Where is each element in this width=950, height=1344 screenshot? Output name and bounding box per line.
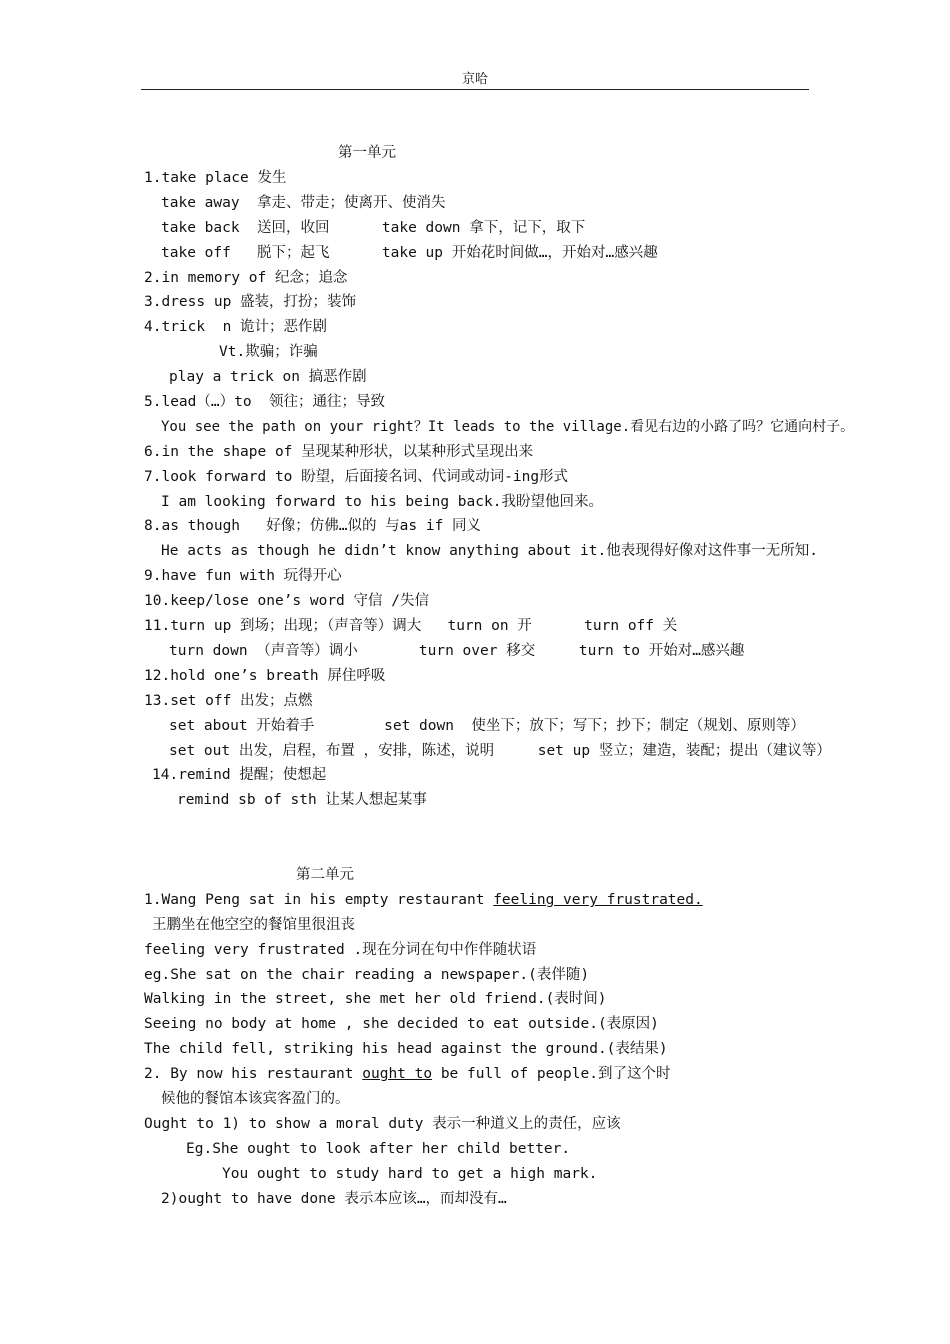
unit1-line: Vt.欺骗；诈骗 bbox=[219, 344, 318, 360]
unit2-line bbox=[144, 1064, 670, 1084]
unit1-line: You see the path on your right？It leads to the village.看见右边的小路了吗？它通向村子。 bbox=[161, 419, 855, 435]
page-header: 京哈 bbox=[141, 70, 809, 90]
unit1-line: play a trick on 搞恶作剧 bbox=[169, 369, 367, 385]
unit1-line: 7.look forward to 盼望，后面接名词、代词或动词-ing形式 bbox=[144, 469, 569, 485]
unit1-line: 9.have fun with 玩得开心 bbox=[144, 568, 342, 584]
unit1-line: 6.in the shape of 呈现某种形状，以某种形式呈现出来 bbox=[144, 444, 534, 460]
unit2-line: eg.She sat on the chair reading a newspaper.(表伴随) bbox=[144, 967, 590, 983]
unit1-line: 12.hold one’s breath 屏住呼吸 bbox=[144, 668, 386, 684]
unit2-line: feeling very frustrated .现在分词在句中作伴随状语 bbox=[144, 942, 537, 958]
unit1-line: set out 出发，启程，布置 ，安排，陈述，说明 set up 竖立；建造，装配；提出（建议等） bbox=[169, 743, 831, 759]
unit2-line bbox=[144, 890, 703, 910]
unit2-line: Walking in the street, she met her old friend.(表时间) bbox=[144, 991, 607, 1007]
unit1-line: 8.as though 好像；仿佛…似的 与as if 同义 bbox=[144, 518, 482, 534]
unit1-line: set about 开始着手 set down 使坐下；放下；写下；抄下；制定（规划、原则等） bbox=[169, 718, 805, 734]
unit1-line: 5.lead（…）to 领往；通往；导致 bbox=[144, 394, 386, 410]
unit2-line1-text: 1.Wang Peng sat in his empty restaurant bbox=[144, 892, 494, 908]
unit1-line: 11.turn up 到场；出现；（声音等）调大 turn on 开 turn off 关 bbox=[144, 618, 678, 634]
unit1-line: 4.trick n 诡计；恶作剧 bbox=[144, 319, 328, 335]
unit1-line: 10.keep/lose one’s word 守信 /失信 bbox=[144, 593, 429, 609]
unit1-line: remind sb of sth 让某人想起某事 bbox=[177, 792, 427, 808]
unit1-title: 第一单元 bbox=[338, 145, 396, 161]
unit2-line2-underlined: ought to bbox=[362, 1066, 433, 1082]
unit2-line2-text-end: be full of people.到了这个时 bbox=[432, 1066, 671, 1082]
unit2-line: Seeing no body at home , she decided to eat outside.(表原因) bbox=[144, 1016, 659, 1032]
unit1-line: 1.take place 发生 bbox=[144, 170, 287, 186]
unit1-line: take off 脱下；起飞 take up 开始花时间做…，开始对…感兴趣 bbox=[161, 245, 658, 261]
unit2-line1-underlined: feeling very frustrated. bbox=[493, 892, 703, 908]
unit1-line: turn down （声音等）调小 turn over 移交 turn to 开始对…感兴趣 bbox=[169, 643, 745, 659]
unit2-title: 第二单元 bbox=[296, 867, 354, 883]
unit2-line: 王鹏坐在他空空的餐馆里很沮丧 bbox=[152, 917, 355, 933]
unit2-line: 2)ought to have done 表示本应该…，而却没有… bbox=[161, 1191, 507, 1207]
unit1-line: He acts as though he didn’t know anything about it.他表现得好像对这件事一无所知. bbox=[161, 543, 818, 559]
unit1-line: take back 送回，收回 take down 拿下，记下，取下 bbox=[161, 220, 586, 236]
unit1-line: take away 拿走、带走；使离开、使消失 bbox=[161, 195, 446, 211]
unit2-line: 候他的餐馆本该宾客盈门的。 bbox=[161, 1091, 350, 1107]
unit1-line: I am looking forward to his being back.我盼望他回来。 bbox=[161, 494, 603, 510]
unit2-line2-text: 2. By now his restaurant bbox=[144, 1066, 363, 1082]
unit2-line: You ought to study hard to get a high mark. bbox=[222, 1166, 598, 1182]
unit1-line: 13.set off 出发；点燃 bbox=[144, 693, 313, 709]
unit2-line: Ought to 1) to show a moral duty 表示一种道义上的责任，应该 bbox=[144, 1116, 621, 1132]
unit1-line: 3.dress up 盛装，打扮；装饰 bbox=[144, 294, 357, 310]
unit1-line: 2.in memory of 纪念；追念 bbox=[144, 270, 348, 286]
unit2-line: Eg.She ought to look after her child better. bbox=[186, 1141, 571, 1157]
unit1-line: 14.remind 提醒；使想起 bbox=[152, 767, 327, 783]
unit2-line: The child fell, striking his head against the ground.(表结果) bbox=[144, 1041, 668, 1057]
